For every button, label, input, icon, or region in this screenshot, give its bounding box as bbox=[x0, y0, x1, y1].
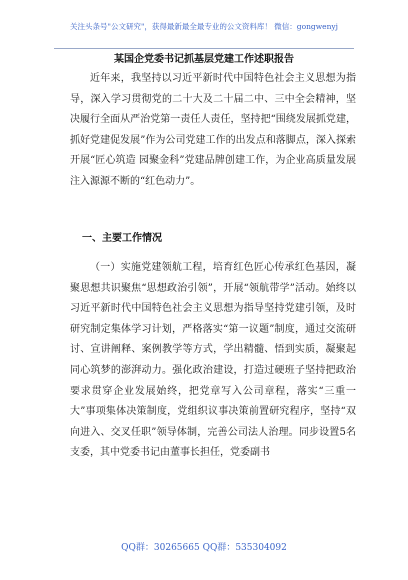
work-paragraph: （一）实施党建领航工程，培育红色匠心传承红色基因，凝聚思想共识聚焦“思想政治引领”，开展“领航带学”活动。始终以习近平新时代中国特色社会主义思想为指导坚持党建引领，及时研究制定集体学习计划，严格落实“第一议题”制度，通过交流研讨、宣讲阐释、案例教学等方式，学出精髓、悟到实质，凝聚起同心筑梦的澎湃动力。强化政治建设，打造过硬班子坚持把政治要求贯穿企业发展始终，把党章写入公司章程，落实“三重一大”事项集体决策制度，党组织议事决策前置研究程序，坚持“双向进入、交叉任职”领导体制，完善公司法人治理。同步设置5名支委，其中党委书记由董事长担任，党委副书 bbox=[70, 262, 356, 459]
section-heading: 一、主要工作情况 bbox=[82, 233, 162, 244]
intro-paragraph: 近年来，我坚持以习近平新时代中国特色社会主义思想为指导，深入学习贯彻党的二十大及二十届二中、三中全会精神，坚决履行全面从严治党第一责任人责任，坚持把“围绕发展抓党建，抓好党建促发展”作为公司党建工作的出发点和落脚点，深入探索开展“匠心筑造 园聚金科”党建品牌创建工作，为企业高质量发展注入源源不断的“红色动力”。 bbox=[70, 73, 356, 187]
header-promo-text: 关注头条号"公文研究"，获得最新最全最专业的公文资料库！ 微信：gongwenyj bbox=[70, 22, 338, 31]
footer-qq-groups: QQ群：30265665 QQ群：535304092 bbox=[121, 543, 287, 553]
document-title: 某国企党委书记抓基层党建工作述职报告 bbox=[114, 54, 294, 65]
header-divider bbox=[54, 48, 354, 49]
